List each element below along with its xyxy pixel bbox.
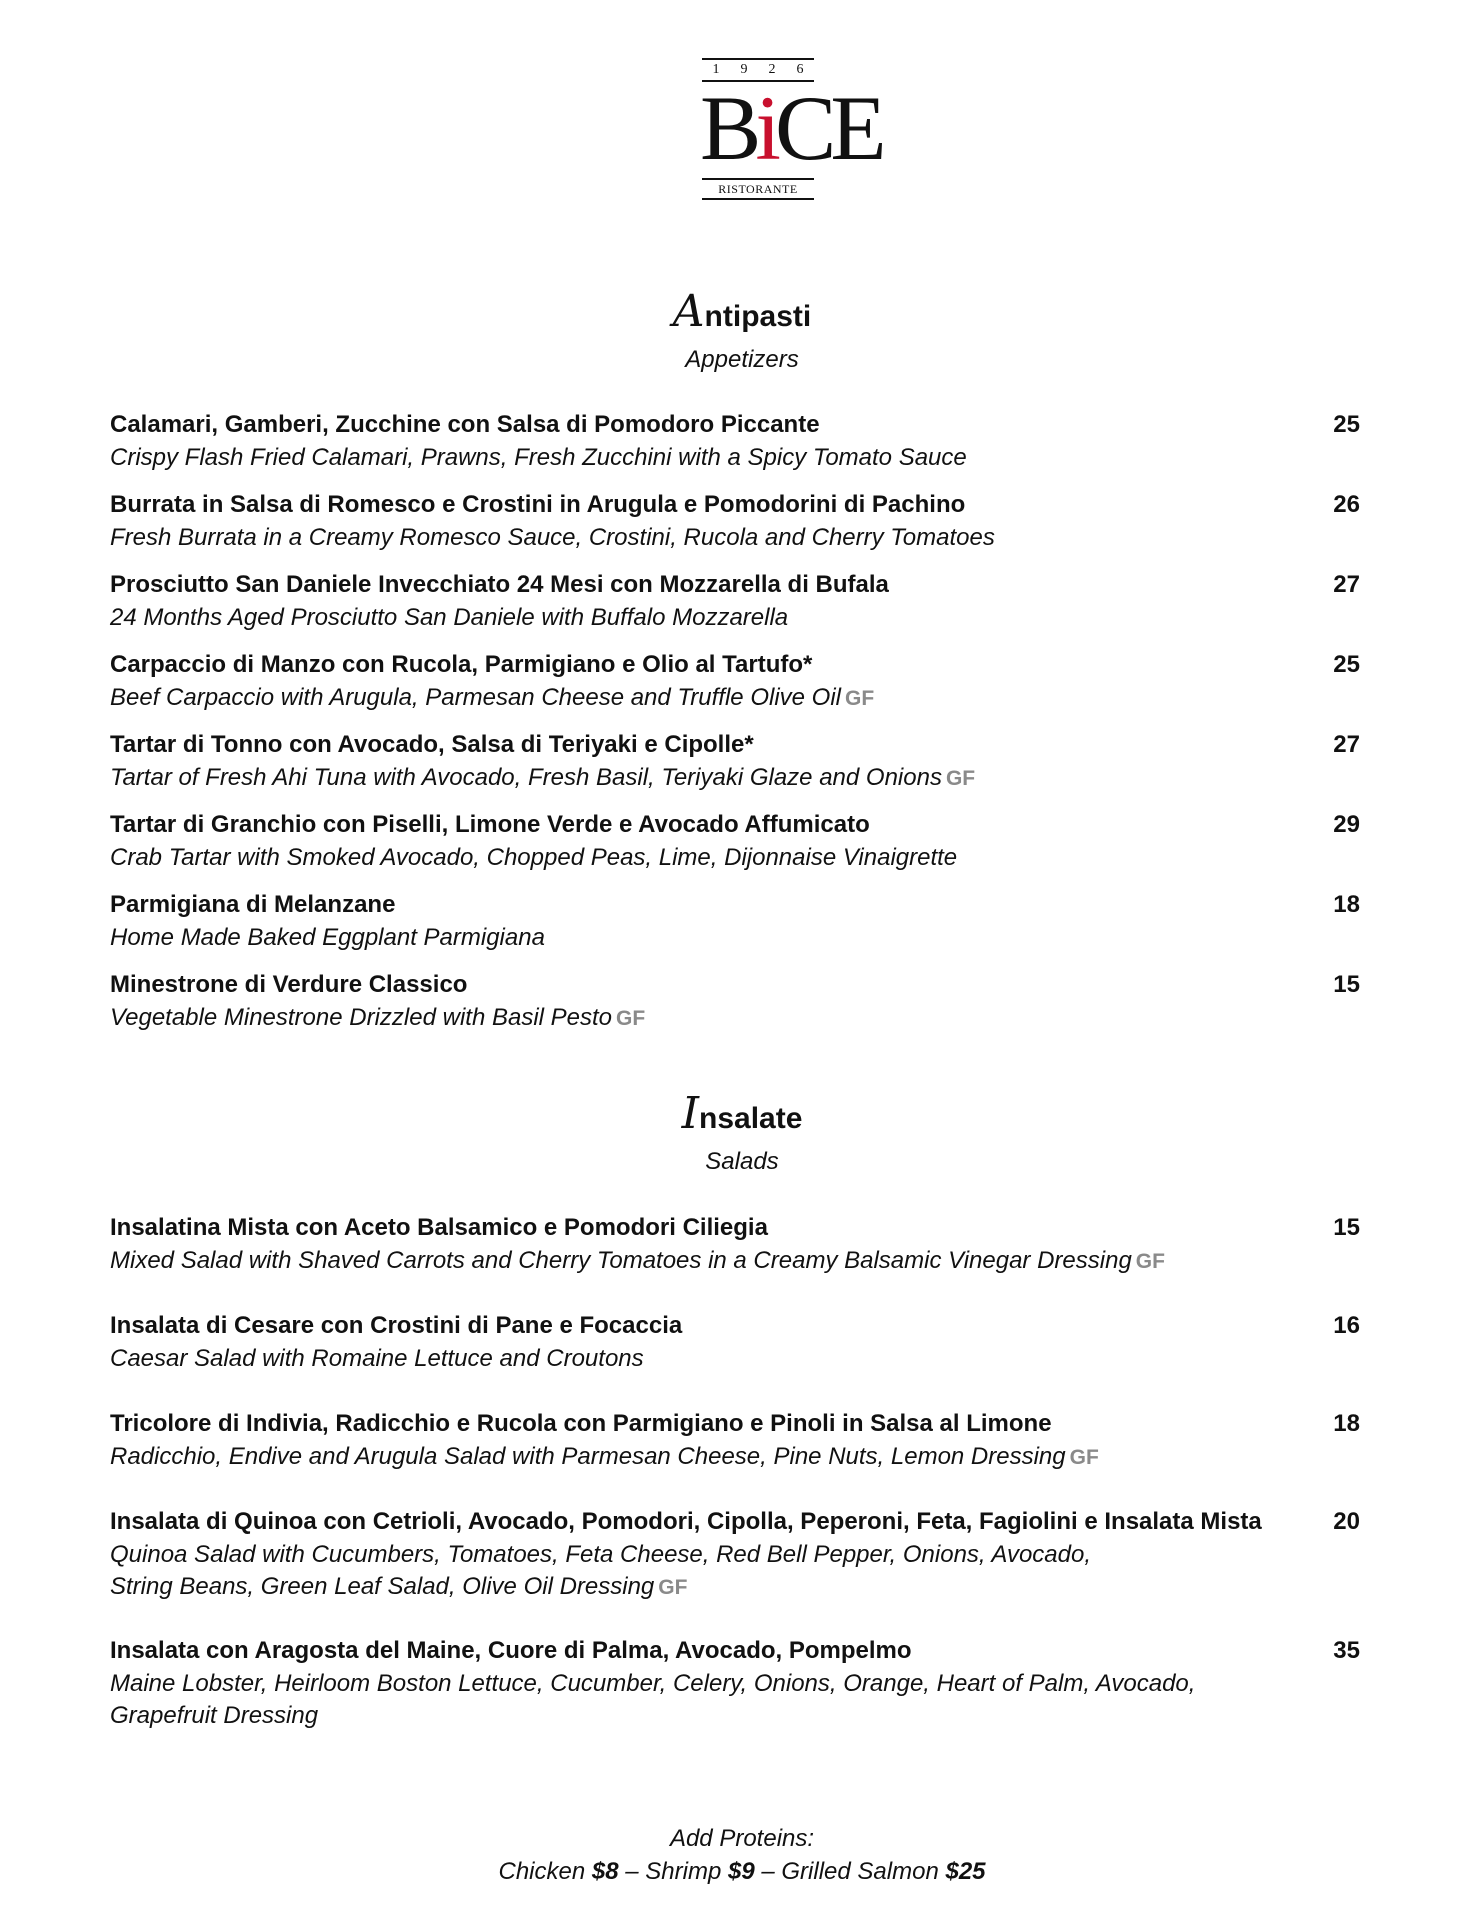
- menu-item: [110, 650, 1360, 715]
- menu-item: [110, 1213, 1360, 1278]
- item-name: Tartar di Tonno con Avocado, Salsa di Teriyaki e Cipolle*: [110, 731, 754, 758]
- antipasti-subtitle: Appetizers: [685, 346, 799, 373]
- gluten-free-badge: GF: [1069, 1446, 1099, 1469]
- item-description: Maine Lobster, Heirloom Boston Lettuce, Cucumber, Celery, Onions, Orange, Heart of Palm, Avocado, Grapefruit Dressing: [110, 1670, 1196, 1729]
- item-description: Mixed Salad with Shaved Carrots and Cherry Tomatoes in a Creamy Balsamic Vinegar Dressing GF: [110, 1247, 1165, 1274]
- item-name: Prosciutto San Daniele Invecchiato 24 Mesi con Mozzarella di Bufala: [110, 571, 889, 598]
- gluten-free-badge: GF: [616, 1007, 646, 1030]
- item-name: Tartar di Granchio con Piselli, Limone Verde e Avocado Affumicato: [110, 811, 870, 838]
- item-description: 24 Months Aged Prosciutto San Daniele with Buffalo Mozzarella: [110, 604, 789, 631]
- item-name: Insalatina Mista con Aceto Balsamico e Pomodori Ciliegia: [110, 1214, 768, 1241]
- item-name: Burrata in Salsa di Romesco e Crostini in Arugula e Pomodorini di Pachino: [110, 491, 966, 518]
- menu-item: [110, 970, 1360, 1035]
- chicken-price: $8: [591, 1858, 619, 1885]
- menu-item: [110, 810, 1360, 874]
- add-proteins: [0, 1822, 1484, 1888]
- item-description: Tartar of Fresh Ahi Tuna with Avocado, Fresh Basil, Teriyaki Glaze and Onions GF: [110, 764, 976, 791]
- insalate-subtitle: Salads: [705, 1148, 779, 1175]
- logo-year-digit: 2: [768, 62, 776, 77]
- item-name: Minestrone di Verdure Classico: [110, 971, 468, 998]
- item-name: Parmigiana di Melanzane: [110, 891, 396, 918]
- logo-subtitle: RISTORANTE: [702, 178, 814, 200]
- menu-item: [110, 1507, 1360, 1604]
- item-price: 18: [1333, 891, 1360, 918]
- item-name: Insalata con Aragosta del Maine, Cuore di Palma, Avocado, Pompelmo: [110, 1637, 912, 1664]
- menu-item: [110, 890, 1360, 954]
- item-description: Home Made Baked Eggplant Parmigiana: [110, 924, 545, 951]
- item-price: 15: [1333, 1214, 1360, 1241]
- gluten-free-badge: GF: [1135, 1250, 1165, 1273]
- logo-year-digit: 9: [740, 62, 748, 77]
- add-proteins-options: Chicken $8 – Shrimp $9 – Grilled Salmon $25: [498, 1858, 986, 1885]
- menu-item: [110, 1409, 1360, 1474]
- item-description: Beef Carpaccio with Arugula, Parmesan Cheese and Truffle Olive Oil GF: [110, 684, 875, 711]
- item-price: 27: [1333, 571, 1360, 598]
- gluten-free-badge: GF: [658, 1576, 688, 1599]
- item-name: Carpaccio di Manzo con Rucola, Parmigiano e Olio al Tartufo*: [110, 651, 813, 678]
- item-price: 25: [1333, 651, 1360, 678]
- item-description: Radicchio, Endive and Arugula Salad with Parmesan Cheese, Pine Nuts, Lemon Dressing GF: [110, 1443, 1099, 1470]
- item-name: Calamari, Gamberi, Zucchine con Salsa di Pomodoro Piccante: [110, 411, 820, 438]
- item-price: 26: [1333, 491, 1360, 518]
- item-price: 29: [1333, 811, 1360, 838]
- item-price: 25: [1333, 411, 1360, 438]
- item-price: 15: [1333, 971, 1360, 998]
- item-price: 16: [1333, 1312, 1360, 1339]
- menu-item: [110, 1636, 1360, 1732]
- item-price: 18: [1333, 1410, 1360, 1437]
- item-name: Insalata di Quinoa con Cetrioli, Avocado, Pomodori, Cipolla, Peperoni, Feta, Fagiolini e Insalata Mista: [110, 1508, 1262, 1535]
- item-price: 27: [1333, 731, 1360, 758]
- salmon-price: $25: [945, 1858, 986, 1885]
- item-description: Crispy Flash Fried Calamari, Prawns, Fresh Zucchini with a Spicy Tomato Sauce: [110, 444, 967, 471]
- logo-year-digit: 6: [796, 62, 804, 77]
- item-price: 35: [1333, 1637, 1360, 1664]
- logo-year-digit: 1: [712, 62, 720, 77]
- gluten-free-badge: GF: [945, 767, 976, 790]
- antipasti-title: Antipasti: [672, 286, 812, 337]
- item-description: Fresh Burrata in a Creamy Romesco Sauce, Crostini, Rucola and Cherry Tomatoes: [110, 524, 995, 551]
- menu-item: [110, 1311, 1360, 1375]
- item-name: Insalata di Cesare con Crostini di Pane e Focaccia: [110, 1312, 683, 1339]
- menu-item: [110, 490, 1360, 554]
- item-price: 20: [1333, 1508, 1360, 1535]
- menu-item: [110, 730, 1360, 795]
- insalate-title: Insalate: [681, 1088, 803, 1139]
- menu-item: [110, 570, 1360, 634]
- gluten-free-badge: GF: [845, 687, 875, 710]
- item-description: Crab Tartar with Smoked Avocado, Chopped Peas, Lime, Dijonnaise Vinaigrette: [110, 844, 958, 871]
- shrimp-price: $9: [727, 1858, 755, 1885]
- item-description: Quinoa Salad with Cucumbers, Tomatoes, Feta Cheese, Red Bell Pepper, Onions, Avocado, String Beans, Green Leaf Salad, Olive Oil Dressing GF: [110, 1541, 1091, 1600]
- item-description: Vegetable Minestrone Drizzled with Basil Pesto GF: [110, 1004, 646, 1031]
- item-description: Caesar Salad with Romaine Lettuce and Croutons: [110, 1345, 644, 1372]
- logo-wordmark: BiCE: [700, 77, 881, 179]
- restaurant-logo: [700, 58, 881, 200]
- item-name: Tricolore di Indivia, Radicchio e Rucola con Parmigiano e Pinoli in Salsa al Limone: [110, 1410, 1052, 1437]
- menu-item: [110, 410, 1360, 474]
- add-proteins-heading: Add Proteins:: [669, 1825, 815, 1852]
